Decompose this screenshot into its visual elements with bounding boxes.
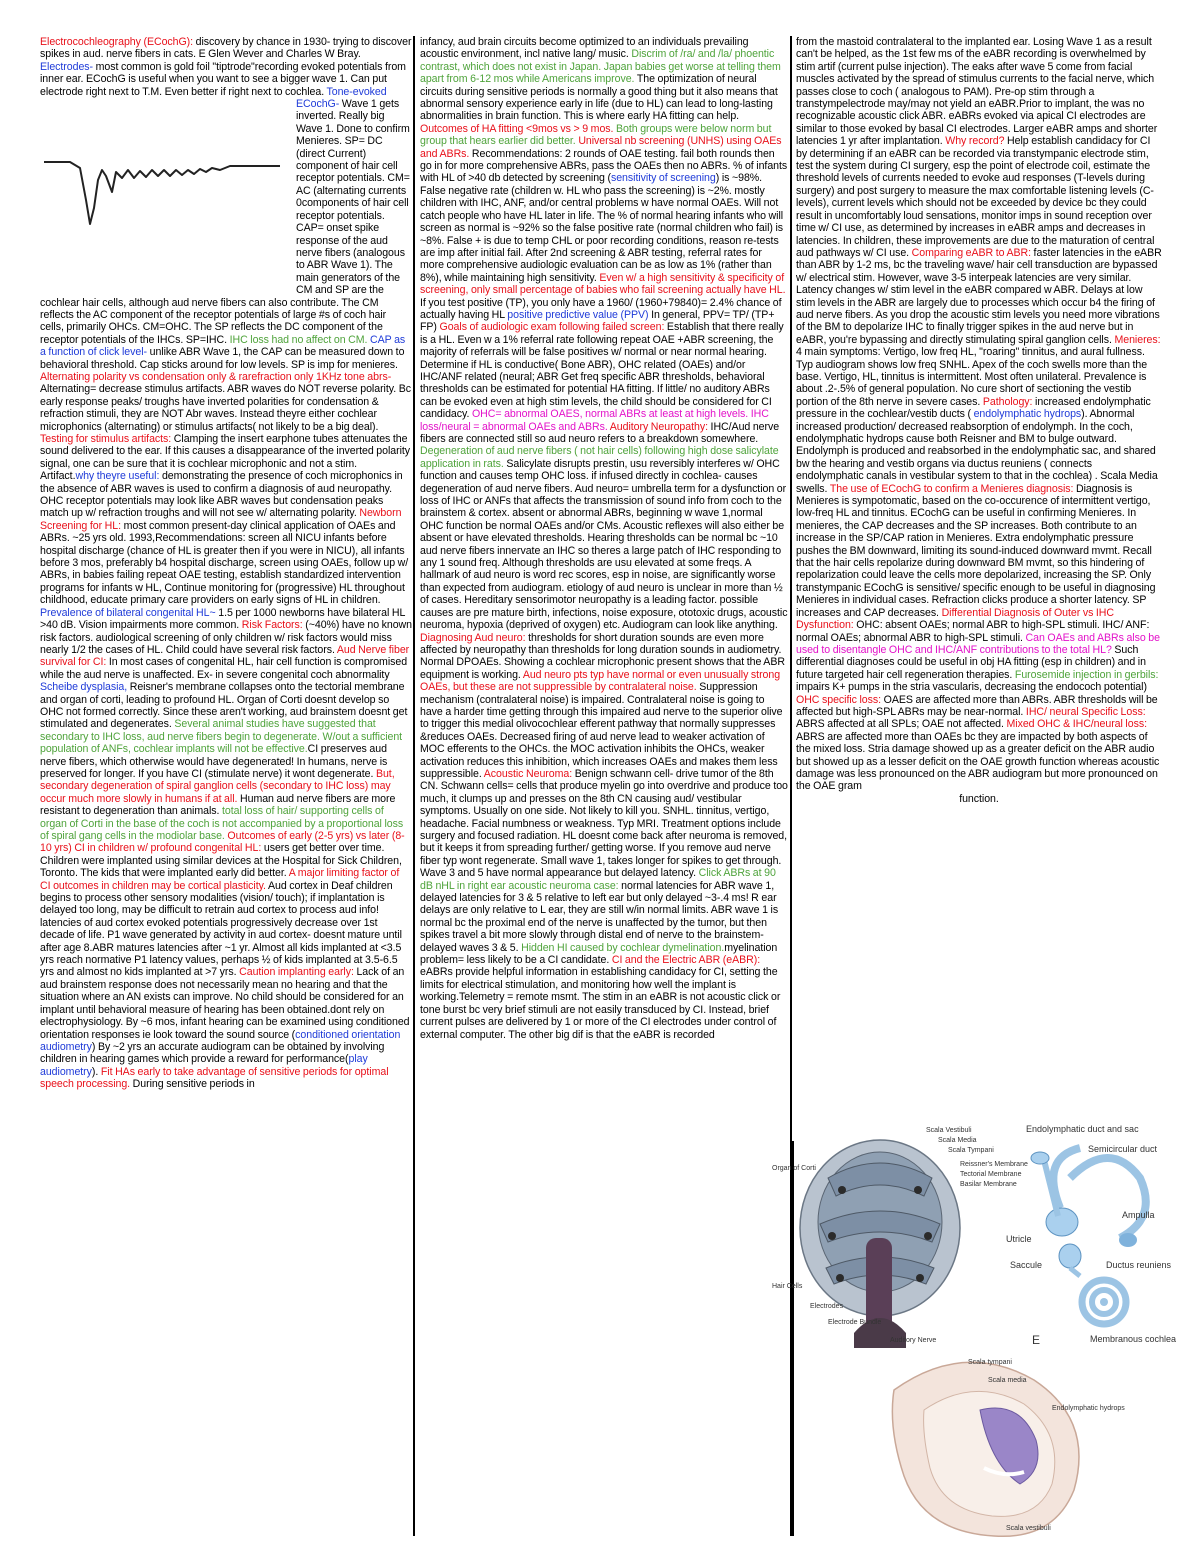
label-utricle: Utricle (1006, 1234, 1032, 1244)
text-run: Benign schwann cell- drive tumor of the 8th CN. Schwann cells= cells that produce myelin go into overdrive and produce too much, it clumps up and presses on the 8th CN causing aud/ vestibular symptoms. Usually on one side. Not likely to kill you. SNHL. tinnitus, vertigo, headache. Facial numbness or weakness. Typ MRI. Treatment options include surgery and focused radiation. HL doesnt come back after neuroma is removed, but it keeps it from spreading further/ getting worse. If you remove aud nerve fiber typ wont regenerate. Small wave 1, takes longer for spikes to get through. Wave 3 and 5 have normal appearance but delayed latency. (420, 767, 788, 880)
text-run: play audiometry (40, 1053, 368, 1078)
text-run: Aud neuro pts typ have normal or even unusually strong OAEs, but these are not suppressible by contralateral noise. (420, 668, 781, 694)
text-run: 4 main symptoms: Vertigo, low freq HL, "roaring" tinnitus, and aural fullness. Typ audiogram shows low freq SNHL. Apex of the coch swells more than the base. Vertigo, HL, tinnitus is intermittent. Most often unilateral. Prevalence is about .2-.5% of general population. No cure short of sectioning the vestib portion of the 8th nerve in severe cases. (796, 346, 1148, 408)
text-run: thresholds for short duration sounds are even more affected by neuropathy than thresholds for long duration sounds in audiometry. Normal DPOAEs. Showing a cochlear microphonic present shows that the ABR equipment is working. (420, 631, 785, 681)
text-run: Acoustic Neuroma: (483, 767, 573, 780)
text-run: CAP as a function of click level- (40, 333, 406, 359)
label-scala-vestibuli: Scala Vestibuli (926, 1127, 972, 1134)
text-run: Click ABRs at 90 dB nHL in right ear acoustic neuroma case: (420, 867, 776, 892)
text-run: (~40%) have no known risk factors. audiological screening of only children w/ risk factors would miss nearly 1/2 the cases of HL. Child could have several risk factors. (40, 619, 413, 656)
hydrops-illustration (884, 1350, 1124, 1540)
text-run: ) By ~2 yrs an accurate audiogram can be obtained by involving children in hearing games which provide a reward for performance( (40, 1040, 385, 1066)
label-scala-tympani: Scala Tympani (948, 1147, 994, 1154)
text-run: users get better over time. Children were implanted using similar devices at the Hospital for Sick Children, Toronto. The kids that were implanted early did better. (40, 842, 402, 880)
text-run: Aud Nerve fiber survival for CI: (40, 643, 410, 669)
heading-tone-evoked: Tone-evoked ECochG- (296, 85, 387, 111)
text-run: Furosemide injection in gerbils: (1014, 668, 1159, 681)
label-scala-media: Scala Media (938, 1137, 977, 1144)
label-electrodes: Electrodes (810, 1303, 844, 1310)
text-run: CI and the Electric ABR (eABR): (611, 954, 761, 967)
column-3-text (796, 36, 1162, 793)
text-run: ABRS affected at all SPLs; OAE not affected. (796, 718, 1007, 731)
text-run: Can OAEs and ABRs also be used to disentangle OHC and IHC/ANF contributions to the total HL? (796, 631, 1160, 656)
text-run: normal latencies for ABR wave 1, delayed latencies for 3 & 5 relative to left ear but only delayed ~3-.4 ms! R ear delays are only relative to L ear, they are still w/in normal limits. ABR wave 1 is normal bc the proximal end of the nerve is unaffected by the tumor, but then spikes travel a bit more slowly through distal end of nerve to the brainstem- delayed waves 3 & 5. (420, 879, 779, 954)
text-run: Discrim of /ra/ and /la/ phoentic contrast, which does not exist in Japan. Japan babies get worse at telling them apart from 6-12 mos while Americans improve. (420, 48, 781, 86)
text-run: The use of ECochG to confirm a Menieres diagnosis: (829, 482, 1074, 495)
text-run: myelination problem= less likely to be a CI candidate. (420, 941, 778, 967)
text-run: OHC= abnormal OAES, normal ABRs at least at high levels. IHC loss/neural = abnormal OAEs and ABRs. (420, 408, 769, 433)
hydrops-figure (884, 1350, 1124, 1540)
text-run: Wave 1 gets inverted. Really big Wave 1. Done to confirm Menieres. SP= DC (direct Current) component of hair cell receptor potentials. CM= AC (alternating currents 0components of hair cell receptor potentials. CAP= onset spike response of the aud nerve fibers (analogous to ABR Wave 1). The main generators of the CM and SP are the cochlear hair cells, although aud nerve fibers can also contribute. The CM reflects the AC component of the receptor potentials of large #s of coch hair cells, primarily OHCs. CM=OHC. The SP reflects the DC component of the receptor potentials of the IHCs. SP=IHC. (40, 98, 410, 346)
text-run: conditioned orientation audiometry (40, 1028, 401, 1053)
text-run: ABRS are affected more than OAEs bc they are impacted by both aspects of the mixed loss. Stria damage showed up as a greater deficit on the ABR audio but showed up as a lesser deficit on the OAE growth function whereas acoustic damage was less pronounced on the ABR audiogram but more pronounced on the OAE gram (796, 730, 1160, 793)
text-run: OAES are affected more than ABRs. ABR thresholds will be affected but high-SPL ABRs may be near-normal. (796, 693, 1158, 718)
label-organ-of-corti: Organ of Corti (772, 1165, 816, 1172)
text-run: ). Abnormal increased production/ decreased reabsorption of endolymph. In the coch, endolymphatic hydrops cause both Reisner and BM to bulge outward. Endolymph is produced and reabsorbed in the endolymphatic sac, and shared bw the hearing and vestib organs via ductus reuniens ( connects endolymphatic canals in vestibular system to that in the cochlea) . Scala Media swells. (796, 408, 1158, 495)
text-run: total loss of hair/ supporting cells of organ of Corti in the base of the coch is not accompanied by a proportional loss of spiral gang cells in the modiolar base. (40, 805, 404, 842)
label-electrode-bundle: Electrode Bundle (828, 1319, 882, 1326)
label-saccule: Saccule (1010, 1260, 1043, 1270)
text-run: Menieres: (1114, 333, 1161, 346)
label-membranous-cochlea: Membranous cochlea (1090, 1334, 1177, 1344)
text-run: Mixed OHC & IHC/neural loss: (1006, 718, 1147, 731)
label-scala-media-2: Scala media (988, 1377, 1027, 1384)
text-run: Diagnosing Aud neuro: (420, 631, 526, 644)
text-run: Several animal studies have suggested that secondary to IHC loss, aud nerve fibers begin to degenerate. W/out a sufficient population of ANFs, cochlear implants will not be effective. (40, 718, 403, 756)
text-run: endolymphatic hydrops (973, 408, 1082, 421)
label-endolymphatic-hydrops: Endolymphatic hydrops (1052, 1405, 1125, 1412)
waveform-graphic (40, 100, 290, 286)
text-run: During sensitive periods in (130, 1078, 255, 1091)
label-basilar-membrane: Basilar Membrane (960, 1181, 1017, 1188)
text-run: demonstrating the presence of coch microphonics in the absence of ABR waves is used to confirm a diagnosis of aud neuropathy. OHC receptor potentials may look like ABR waves but condensation peaks match up w/ refraction troughs and will not see w/ alternating polarity. (40, 470, 403, 520)
text-run: eABRs provide helpful information in establishing candidacy for CI, setting the limits for electrical stimulation, and monitoring how well the implant is working.Telemetry = remote msmt. The stim in an eABR is not acoustic click or tone burst bc very brief stimuli are not easily transduced by CI. Instead, brief current pulses are delivered by 1 or more of the CI electrodes under control of external computer. The other big dif is that the eABR is recorded (420, 966, 781, 1041)
text-run: Outcomes of early (2-5 yrs) vs later (8-10 yrs) CI in children w/ profound congenital HL: (40, 830, 405, 855)
text-run: Why record? (945, 135, 1005, 148)
label-endolymphatic-duct: Endolymphatic duct and sac (1026, 1124, 1139, 1134)
text-run: from the mastoid contralateral to the implanted ear. Losing Wave 1 as a result can't be helped, as the 1st few ms of the eABR recording is overwhelmed by stim artif (current pulse injection). The eaks after wave 5 come from facial muscles activated by the spread of stimulus currents to the facial nerve, which passes close to coch ( analogous to PAM). Pre-op stim through a transtympelectrode may/may not yield an eABR.Prior to implant, the was no recognizable acoustic click ABR. eABRs evoked via apical CI electrodes are similar to those evoked by basal CI electrodes. Larger eABR amps and shorter latencies 1 yr after implantation. (796, 36, 1158, 148)
label-panel-e: E (1032, 1333, 1041, 1347)
text-run: Human aud nerve fibers are more resistant to degeneration than animals. (40, 792, 396, 818)
label-reissners-membrane: Reissner's Membrane (960, 1161, 1028, 1168)
text-run: most common is gold foil "tiptrode"recording evoked potentials from inner ear. ECochG is useful when you want to see a bigger wave 1. Can put electrode right next to T.M. Even better if right next to cochlea. (40, 60, 406, 98)
text-run: Reisner's membrane collapses onto the tectorial membrane and organ of corti, leading to profound HL. Organ of Corti doesnt develop so OHC not formed correctly. Since these aren't working, aud brainstem doesnt get stimulated and degenerates. (40, 681, 408, 731)
text-run: Pathology: (982, 395, 1033, 408)
column-2-text (420, 36, 788, 1041)
text-run: Risk Factors: (241, 619, 303, 632)
text-run: Suppression mechanism (contralateral noise) is impaired. Contralateral noise is going to have a harder time getting through this impaired aud nerve to the superior olive to trigger this medial olivocochlear efferent pathway that normally suppresses &reduces OAEs. Decreased firing of aud nerve lead to weaker activation of MOC efferents to the OHCs. the MOC activation inhibits the OHCs, weaker activation reduces this inhibition, which increases OAEs and makes them less suppressible. (420, 681, 783, 780)
text-run: Auditory Neuropathy: (609, 420, 708, 433)
text-run: discovery by chance in 1930- trying to discover spikes in aud. nerve fibers in cats. E Glen Wever and Charles W Bray. (40, 36, 412, 61)
heading-electrodes: Electrodes- (40, 60, 94, 73)
text-run: Salicylate disrupts prestin, usu reversibly interferes w/ OHC function and causes temp OHC loss. if infused directly in cochlea- causes degeneration of aud nerve fibers. Aud neuro= umbrella term for a dysfunction or loss of IHC or ANFs that affects the transmission of sound info from coch to the brainstem & cortex. absent or abnormal ABRs, beginning w wave 1,normal OHC function be normal OAEs and/or CMs. Acoustic reflexes will also either be absent or have elevated thresholds. Hearing thresholds can be normal bc ~10 aud nerve fibers innervate an IHC so theres a large patch of IHC responding to any 1 sound freq. Although thresholds are usu elevated at some freqs. A hallmark of aud neuro is word rec scores, esp in noise, are significantly worse than expected from audiogram. etiology of aud neuro is unclear in more than ½ of cases. Hereditary sensorimotor neuropathy is a leading factor. possible causes are pre mature birth, infections, noise exposure, ototoxic drugs, acoustic neuroma, hypoxia (deprived of oxygen) etc. Audiogram can look like anything. (420, 457, 788, 632)
text-run: ) is ~98%. False negative rate (children w. HL who pass the screening) is ~2%. mostly children with IHC, ANF, and/or central problems w have normal OAEs. Will not catch people who have HL later in life. The % of normal hearing infants who will screen as normal is ~92% so the false positive rate (normal children who fail) is ~8%. False + is due to temp CHL or poor recording conditions, reason re-tests are imp after initial fail. After 2nd screening & ABR testing, referral rates for more comprehensive audiologic evaluation can be as low as 1% (rather than 8%), while maintaining high sensitivity. (420, 172, 784, 284)
membranous-labyrinth (1031, 1148, 1146, 1324)
text-run: why theyre useful: (75, 470, 160, 483)
text-run: Establish that there really is a HL. Even w a 1% referral rate following repeat OAE +ABR screening, the majority of referrals will be false positives w/ normal or near normal hearing. Determine if HL is conductive( Bone ABR), OHC related (OAEs) and/or IHC/ANF related (neural; ABR Get freq specific ABR thresholds, behavioral thresholds can be estimated for potential HA fitting. If little/ no auditory ABRs can be evoked even at high stim levels, the child should be considered for CI candidacy. (420, 321, 784, 421)
label-hair-cells: Hair Cells (772, 1283, 803, 1290)
text-column-1 (40, 36, 412, 1536)
text-run: faster latencies in the eABR than ABR by 1-2 ms, bc the traveling wave/ hair cell transduction are bypassed w/ electrical stim. However, wave 3-5 interpeak latencies are very similar. Latency changes w/ stim level in the eABR compared w ABR. Delays at low stim levels in the ABR are largely due to processes which occur b4 the firing of aud nerve fibers. As you drop the acoustic stim levels you need more vibrations of the BM to depolarize IHC to finally trigger spikes in the aud nerve but in eABR, you're bypassing and directly stimulating spiral ganglion cells. (796, 246, 1162, 346)
text-run: Comparing eABR to ABR: (911, 246, 1031, 259)
text-run: Such differential diagnoses could be useful in obj HA fitting (esp in children) and in future targeted hair cell regeneration therapies. (796, 643, 1146, 681)
label-ductus-reuniens: Ductus reuniens (1106, 1260, 1172, 1270)
text-run: Scheibe dysplasia, (40, 681, 128, 694)
text-run: Lack of an aud brainstem response does not necessarily mean no hearing and that the situation where an AN exists can improve. No child should be considered for an implant until behavioral measure of hearing has been obtained.dont rely on electrophysiology. By ~6 mos, infant hearing can be examined using conditioned orientation responses ie look toward the sound source ( (40, 966, 410, 1041)
column-divider-1 (413, 36, 415, 1536)
text-run: Recommendations: 2 rounds of OAE testing. fail both rounds then go in for more comprehensive ABRs, pass the OAEs then no ABRs. % of infants with HL of >40 db detected by screening ( (420, 147, 788, 185)
waveform-line (44, 162, 280, 224)
text-run: Both groups were below norm but group that hears earlier did better. (420, 122, 772, 148)
label-auditory-nerve: Auditory Nerve (890, 1337, 937, 1344)
text-run: Prevalence of bilateral congenital HL~ (40, 606, 216, 619)
text-run: Differential Diagnosis of Outer vs IHC Dysfunction: (796, 606, 1115, 632)
text-run: In general, PPV= TP/ (TP+ FP) (420, 308, 775, 334)
text-run: Goals of audiologic exam following failed screen: (439, 321, 665, 334)
text-run: OHC specific loss: (796, 693, 882, 706)
heading-ecochg: Electrocochleography (ECochG): (40, 36, 194, 48)
text-run: 1.5 per 1000 newborns have bilateral HL >40 dB. Vision impairments more common. (40, 606, 405, 632)
text-run: If you test positive (TP), you only have a 1960/ (1960+79840)= 2.4% chance of actually having HL (420, 296, 782, 321)
text-run: But, secondary degeneration of spiral ganglion cells (secondary to IHC loss) may occur much more slowly in humans if at all. (40, 767, 395, 805)
text-run: Caution implanting early: (239, 966, 354, 979)
cochlea-cross-section (800, 1140, 960, 1348)
text-run: IHC/Aud nerve fibers are connected still so aud neuro refers to a breakdown somewhere. (420, 420, 780, 445)
label-semicircular-duct: Semicircular duct (1088, 1144, 1158, 1154)
text-run: Universal nb screening (UNHS) using OAEs and ABRs. (420, 135, 782, 160)
text-run: Testing for stimulus artifacts: (40, 433, 172, 445)
text-run: sensitivity of screening (610, 172, 716, 185)
text-run: infancy, aud brain circuits become optimized to an individuals prevailing acoustic environment, incl native lang/ music. (420, 36, 749, 61)
text-run: impairs K+ pumps in the stria vascularis, decreasing the endococh potential) (796, 681, 1147, 694)
text-run: Aud cortex in Deaf children begins to process other sensory modalities (vision/ touch); if implantation is delayed too long, may be difficult to retrain aud cortex to process aud info! latencies of aud cortex evoked potentials progressively decrease over 1st decade of life. P1 wave generated by activity in aud cortex- doesnt mature until after age 8.ABR matures latencies after ~1 yr. Almost all kids implanted at <3.5 yrs reach normative P1 latency values, perhaps ½ of kids implanted at 3.5-6.5 yrs and almost no kids implanted at >7 yrs. (40, 879, 402, 979)
label-ampulla: Ampulla (1122, 1210, 1155, 1220)
text-run: OHC: absent OAEs; normal ABR to high-SPL stimuli. IHC/ ANF: normal OAEs; abnormal ABR to high-SPL stimuli. (796, 619, 1150, 644)
text-column-2 (420, 36, 788, 1536)
text-run: In most cases of congenital HL, hair cell function is compromised while the aud nerve is unaffected. Ex- in severe congenital coch abnormality (40, 656, 408, 681)
text-run: Even w/ a high sensitivity & specificity of screening, only small percentage of babies who fail screening actually have HL. (420, 271, 786, 297)
text-run: Help establish candidacy for CI by determining if an eABR can be recorded via transtympanic electrode stim, test the system during CI surgery, esp the point of electrode coil, estimate the threshold levels of currents needed to evoke aud responses (T-levels during surgery) and post surgery to measure the max comfortable listening levels (C-levels), current levels which should not be exceeded by device bc they could result in uncomfortably loud sensations, monitor imps in sound reception over time w/ CI use, as determined by increases in eABR amps and decreases in latencies. In children, these improvements are due to the maturation of central aud pathways w/ CI use. (796, 135, 1155, 259)
text-run: Hidden HI caused by cochlear dymelination. (521, 941, 725, 954)
text-run: Alternating= decrease stimulus artifacts. ABR waves do NOT reverse polarity. Bc early response peaks/ troughs have inverted polarities for condensation & refraction stimuli, they are NOT Abr waves. Instead theyre either cochlear microphonics (alternating) or stimulus artifacts( not likely to be a big deal). (40, 383, 411, 433)
column-3-ending: function. (959, 792, 999, 805)
ecochg-waveform-figure (40, 100, 290, 286)
text-run: IHC/ neural Specific Loss: (1025, 705, 1146, 718)
text-run: ). (91, 1065, 101, 1078)
text-run: The optimization of neural circuits during sensitive periods is normally a good thing but it also means that abnormal sensory experience early in life (due to HL) can lead to long-lasting abnormalities in brain function. This is where early HA fitting can help. (420, 73, 778, 123)
text-run: Alternating polarity vs condensation only & rarefraction only 1KHz tone abrs- (40, 370, 392, 383)
text-run: unlike ABR Wave 1, the CAP can be measured down to behavioral threshold. Cap sticks around for low levels. SP is imp for menieres. (40, 346, 405, 371)
text-run: Newborn Screening for HL: (40, 507, 402, 532)
inner-ear-figure (770, 1118, 1177, 1348)
label-scala-tympani-2: Scala tympani (968, 1359, 1012, 1366)
text-run: positive predictive value (PPV) (507, 308, 649, 321)
text-run: most common present-day clinical application of OAEs and ABRs. ~25 yrs old. 1993,Recommendations: screen all NICU infants before hospital discharge (chance of HL is greater then if you were in NICU), all infants before 3 mos, preferably b4 hospital discharge, screen using OAEs, follow up w/ ABRs, in babies failing repeat OAE testing, establish standardized intervention programs for infants w HL, Continue monitoring for (progressive) HL throughout childhood, educate primary care providers on early signs of HL in children. (40, 519, 409, 607)
text-run: increased endolymphatic pressure in the cochlear/vestib ducts ( (796, 395, 1151, 421)
text-column-3 (796, 36, 1162, 1136)
text-run: Clamping the insert earphone tubes attenuates the sound delivered to the ear. If this causes a disappearance of the inverted polarity signal, one can be sure that it is cochlear microphonic and not a stim. Artifact. (40, 433, 411, 483)
text-run: Fit HAs early to take advantage of sensitive periods for optimal speech processing. (40, 1065, 389, 1091)
text-run: Degeneration of aud nerve fibers ( not hair cells) following high dose salicylate application in rats. (420, 445, 779, 470)
column-1-text (40, 36, 412, 1091)
text-run: CI preserves aud nerve fibers, which otherwise would have degenerated! In humans, nerve is preserved for longer. If you have CI (stimulate nerve) it wont degenerate. (40, 743, 388, 780)
label-tectorial-membrane: Tectorial Membrane (960, 1171, 1022, 1178)
text-run: Outcomes of HA fitting <9mos vs > 9 mos. (420, 122, 614, 135)
label-scala-vestibuli-2: Scala vestibuli (1006, 1525, 1051, 1532)
text-run: IHC loss had no affect on CM. (229, 333, 368, 346)
inner-ear-illustration (770, 1118, 1177, 1348)
text-run: Diagnosis is Menieres is sympotomatic, based on the co-occurence of intermittent vertigo, low-freq HL and tinnitus. ECochG can be useful in confirming Menieres. In menieres, the CAP decreases and the SP increases. Both contribute to an increase in the SP/CAP ration in Menieres. Extra endolymphatic pressure pushes the BM downward, limiting its sound-induced downward mvmt. Recall that the hair cells repolarize during downward BM mvmt, so this hindering of repolarization could leave the cells more depolarized, increasing the SP. Only transtympanic ECochG is sensitive/ specific enough to be useful in diagnosing Menieres in individual cases. Refraction clicks produce a shorter latency. SP increases and CAP decreases. (796, 482, 1156, 619)
text-run: A major limiting factor of CI outcomes in children may be cortical plasticity. (40, 867, 400, 892)
